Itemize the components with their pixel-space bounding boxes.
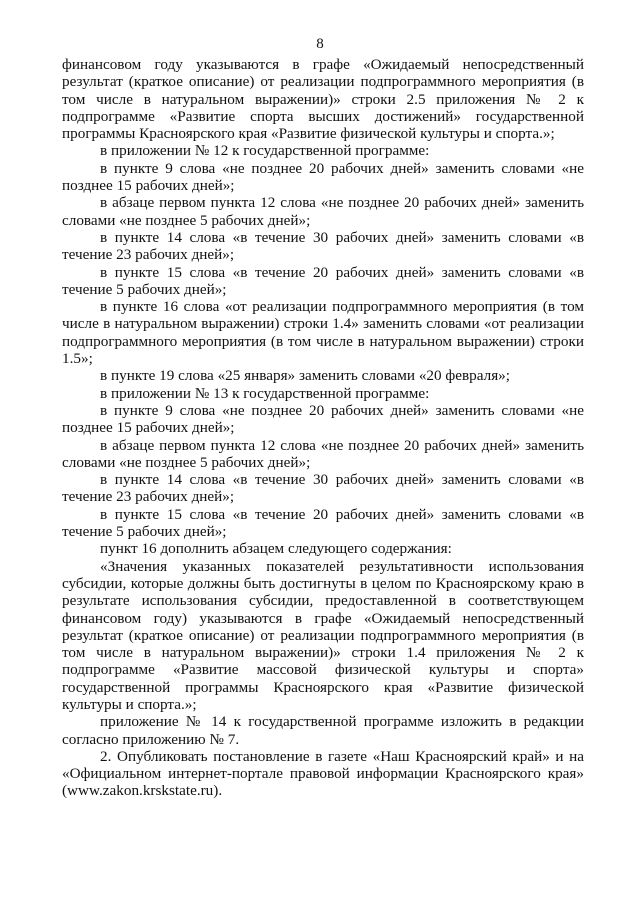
paragraph-appendix-13-heading: в приложении № 13 к государственной программе: [100, 384, 430, 402]
paragraph-appendix-12-item-9: в пункте 9 слова «не позднее 20 рабочих дней» заменить словами «не позднее 15 рабочих дней»; [62, 159, 584, 195]
paragraph-appendix-13-item-15: в пункте 15 слова «в течение 20 рабочих дней» заменить словами «в течение 5 рабочих дней»; [62, 505, 584, 541]
document-body [62, 56, 584, 800]
paragraph-appendix-12-item-19: в пункте 19 слова «25 января» заменить словами «20 февраля»; [100, 367, 510, 385]
paragraph-appendix-13-item-12: в абзаце первом пункта 12 слова «не позднее 20 рабочих дней» заменить словами «не позднее 5 рабочих дней»; [62, 436, 584, 471]
paragraph-appendix-12-item-15: в пункте 15 слова «в течение 20 рабочих дней» заменить словами «в течение 5 рабочих дней»; [62, 263, 584, 298]
paragraph-quoted-addition: «Значения указанных показателей результативности использования субсидии, которые должны быть достигнуты в целом по Красноярскому краю в результате использования субсидии, предоставленной в соответствующем финансовом году) указываются в графе «Ожидаемый непосредственный результат (краткое описание) от реализации подпрограммного мероприятия (в том числе в натуральном выражении)» строки 1.4 приложения № 2 к подпрограмме «Развитие массовой физической культуры и спорта» государственной программы Красноярского края «Развитие физической культуры и спорта.»; [62, 557, 584, 713]
paragraph-appendix-13-item-16: пункт 16 дополнить абзацем следующего содержания: [100, 540, 452, 558]
paragraph-continuation: финансовом году указываются в графе «Ожидаемый непосредственный результат (краткое описание) от реализации подпрограммного мероприятия (в том числе в натуральном выражении)» строки 2.5 приложения № 2 к подпрограмме «Развитие спорта высших достижений» государственной программы Красноярского края «Развитие физической культуры и спорта.»; [62, 56, 584, 143]
paragraph-appendix-12-item-12: в абзаце первом пункта 12 слова «не позднее 20 рабочих дней» заменить словами «не позднее 5 рабочих дней»; [62, 194, 584, 229]
paragraph-publication: 2. Опубликовать постановление в газете «Наш Красноярский край» и на «Официальном интернет-портале правовой информации Красноярского края» (www.zakon.krskstate.ru). [62, 747, 584, 800]
paragraph-appendix-13-item-9: в пункте 9 слова «не позднее 20 рабочих дней» заменить словами «не позднее 15 рабочих дней»; [62, 401, 584, 437]
paragraph-appendix-12-item-16: в пункте 16 слова «от реализации подпрограммного мероприятия (в том числе в натуральном выражении) строки 1.4» заменить словами «от реализации подпрограммного мероприятия (в том числе в натуральном выражении) строки 1.5»; [62, 298, 584, 368]
paragraph-appendix-12-item-14: в пункте 14 слова «в течение 30 рабочих дней» заменить словами «в течение 23 рабочих дней»; [62, 228, 584, 264]
paragraph-appendix-13-item-14: в пункте 14 слова «в течение 30 рабочих дней» заменить словами «в течение 23 рабочих дней»; [62, 471, 584, 506]
paragraph-appendix-14: приложение № 14 к государственной программе изложить в редакции согласно приложению № 7. [62, 713, 584, 748]
paragraph-appendix-12-heading: в приложении № 12 к государственной программе: [100, 142, 430, 160]
page-number: 8 [316, 36, 324, 52]
